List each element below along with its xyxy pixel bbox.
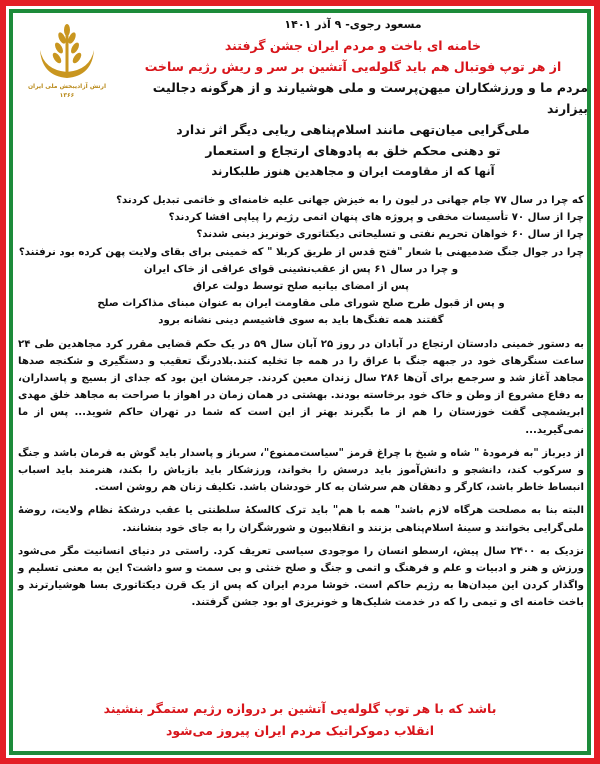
wheat-emblem-icon [32, 20, 102, 82]
logo-caption: ارتش آزادیبخش ملی ایران [27, 83, 107, 90]
paragraph: نزدیک به ۲۴۰۰ سال پیش، ارسطو انسان را موجودی سیاسی تعریف کرد. راستی در دنیای انسانیت مگر می‌شود ورزش و هنر و ادبیات و علم و فرهنگ و اتمی و جنگ و صلح خنثی و بی سمت و سو داشت؟ این به معنی تسلیم و واگذار کردن این میدان‌ها به رژیم حاکم است. خوشا مردم ایران که پس از یک قرن دیکتاتوری بسا هوشیارترند و باخت خامنه ای و تیمی را که در خدمت شلیک‌ها و خونریزی او بود جشن گرفتند. [18, 545, 584, 609]
headline-4: ملی‌گرایی میان‌تهی مانند اسلام‌پناهی ریایی دیگر اثر ندارد [176, 122, 530, 137]
paragraph: از دیرباز "به فرمودهٔ " شاه و شیخ با چراغ قرمز "سیاست‌ممنوع"، سرباز و پاسدار باید گوش به فرمان باشد و جنگ و سرکوب کند، دانشجو و دانش‌آموز باید درسش را بخواند، ورزشکار باید بازیاش را بکند، هنرمند باید اسباب انبساط خاطر باشد، کارگر و دهقان هم سرشان به کار خودشان باشد. تکلیف زنان هم روشن است. [18, 447, 584, 494]
footer-line-1: باشد که با هر توپ گلوله‌یی آتشین بر دروازه رژیم ستمگر بنشیند [103, 701, 497, 716]
byline: مسعود رجوی- ۹ آذر ۱۴۰۱ [284, 18, 422, 31]
question-line: چرا از سال ۷۰ تأسیسات مخفی و پروژه های پنهان اتمی رژیم را پیاپی افشا کردند؟ [168, 212, 584, 224]
question-line: پس از امضای بیانیه صلح توسط دولت عراق [193, 281, 409, 293]
footer [12, 698, 588, 742]
footer-line-2: انقلاب دموکراتیک مردم ایران پیروز می‌شود [166, 723, 434, 738]
headline-1: خامنه ای باخت و مردم ایران جشن گرفتند [224, 38, 482, 53]
logo [22, 20, 112, 110]
logo-year: ۱۳۶۶ [59, 92, 75, 99]
question-line: چرا در جوال جنگ ضدمیهنی با شعار "فتح قدس از طریق کربلا " که خمینی برای بقای ولایت پهن کرده بود نرفتند؟ [18, 246, 584, 258]
headline-6: آنها که از مقاومت ایران و مجاهدین هنوز طلبکارند [211, 164, 495, 178]
paragraph: البته بنا به مصلحت هرگاه لازم باشد" همه با هم" باید ترک کالسکهٔ سلطنتی یا عقب درشکهٔ نظام ولایت، روضهٔ ملی‌گرایی بخوانند و سینهٔ اسلام‌پناهی بزنند و انقلابیون و شورشگران را به جای خود بنشانند. [18, 505, 584, 534]
document-page [12, 10, 588, 754]
question-line: و پس از قبول طرح صلح شورای ملی مقاومت ایران به عنوان مبنای مذاکرات صلح [97, 298, 505, 310]
question-line: و چرا در سال ۶۱ پس از عقب‌نشینی قوای عراقی از خاک ایران [143, 263, 459, 275]
question-line: چرا از سال ۶۰ خواهان تحریم نفتی و تسلیحاتی دیکتاتوری خونریز دینی شدند؟ [196, 229, 584, 241]
header [118, 18, 588, 182]
question-line: که چرا در سال ۷۷ جام جهانی در لیون را به خیزش جهانی علیه خامنه‌ای و خاتمی تبدیل کردند؟ [116, 195, 584, 206]
headline-3: مردم ما و ورزشکاران میهن‌پرست و ملی هوشیارند و از هرگونه دجالیت بیزارند [152, 80, 588, 116]
paragraph: به دستور خمینی دادستان ارتجاع در آبادان در روز ۲۵ آبان سال ۵۹ در یک حکم قضایی مقرر کرد مجاهدین طی ۲۴ ساعت سنگرهای خود در جبهه جنگ با عراق را در همه جا تخلیه کنند.بلادرنگ تعقیب و دستگیری و شکنجه صدها مجاهد آغاز شد و سرجمع برای آن‌ها ۲۸۶ سال زندان معین کردند. جرمشان این بود که جدای از بسیج و پاسداران، به دفاع مشروع از وطن و خاک خود برخاسته بودند. بهشتی در همان زمان در اهواز با صراحت به مجاهد خلق مهدی ابریشمچی گفت خوزستان را هم از ما بگیرند بهتر از این است که شما در تهران حاکم شوید... پس از ما نمی‌گیرید... [18, 338, 584, 436]
question-line: گفتند همه تفنگ‌ها باید به سوی فاشیسم دینی نشانه برود [158, 315, 444, 327]
headline-5: تو دهنی محکم خلق به پادوهای ارتجاع و استعمار [205, 143, 501, 158]
headline-2: از هر توپ فوتبال هم باید گلوله‌یی آتشین بر سر و ریش رژیم ساخت [144, 59, 562, 74]
article-body [18, 192, 584, 612]
